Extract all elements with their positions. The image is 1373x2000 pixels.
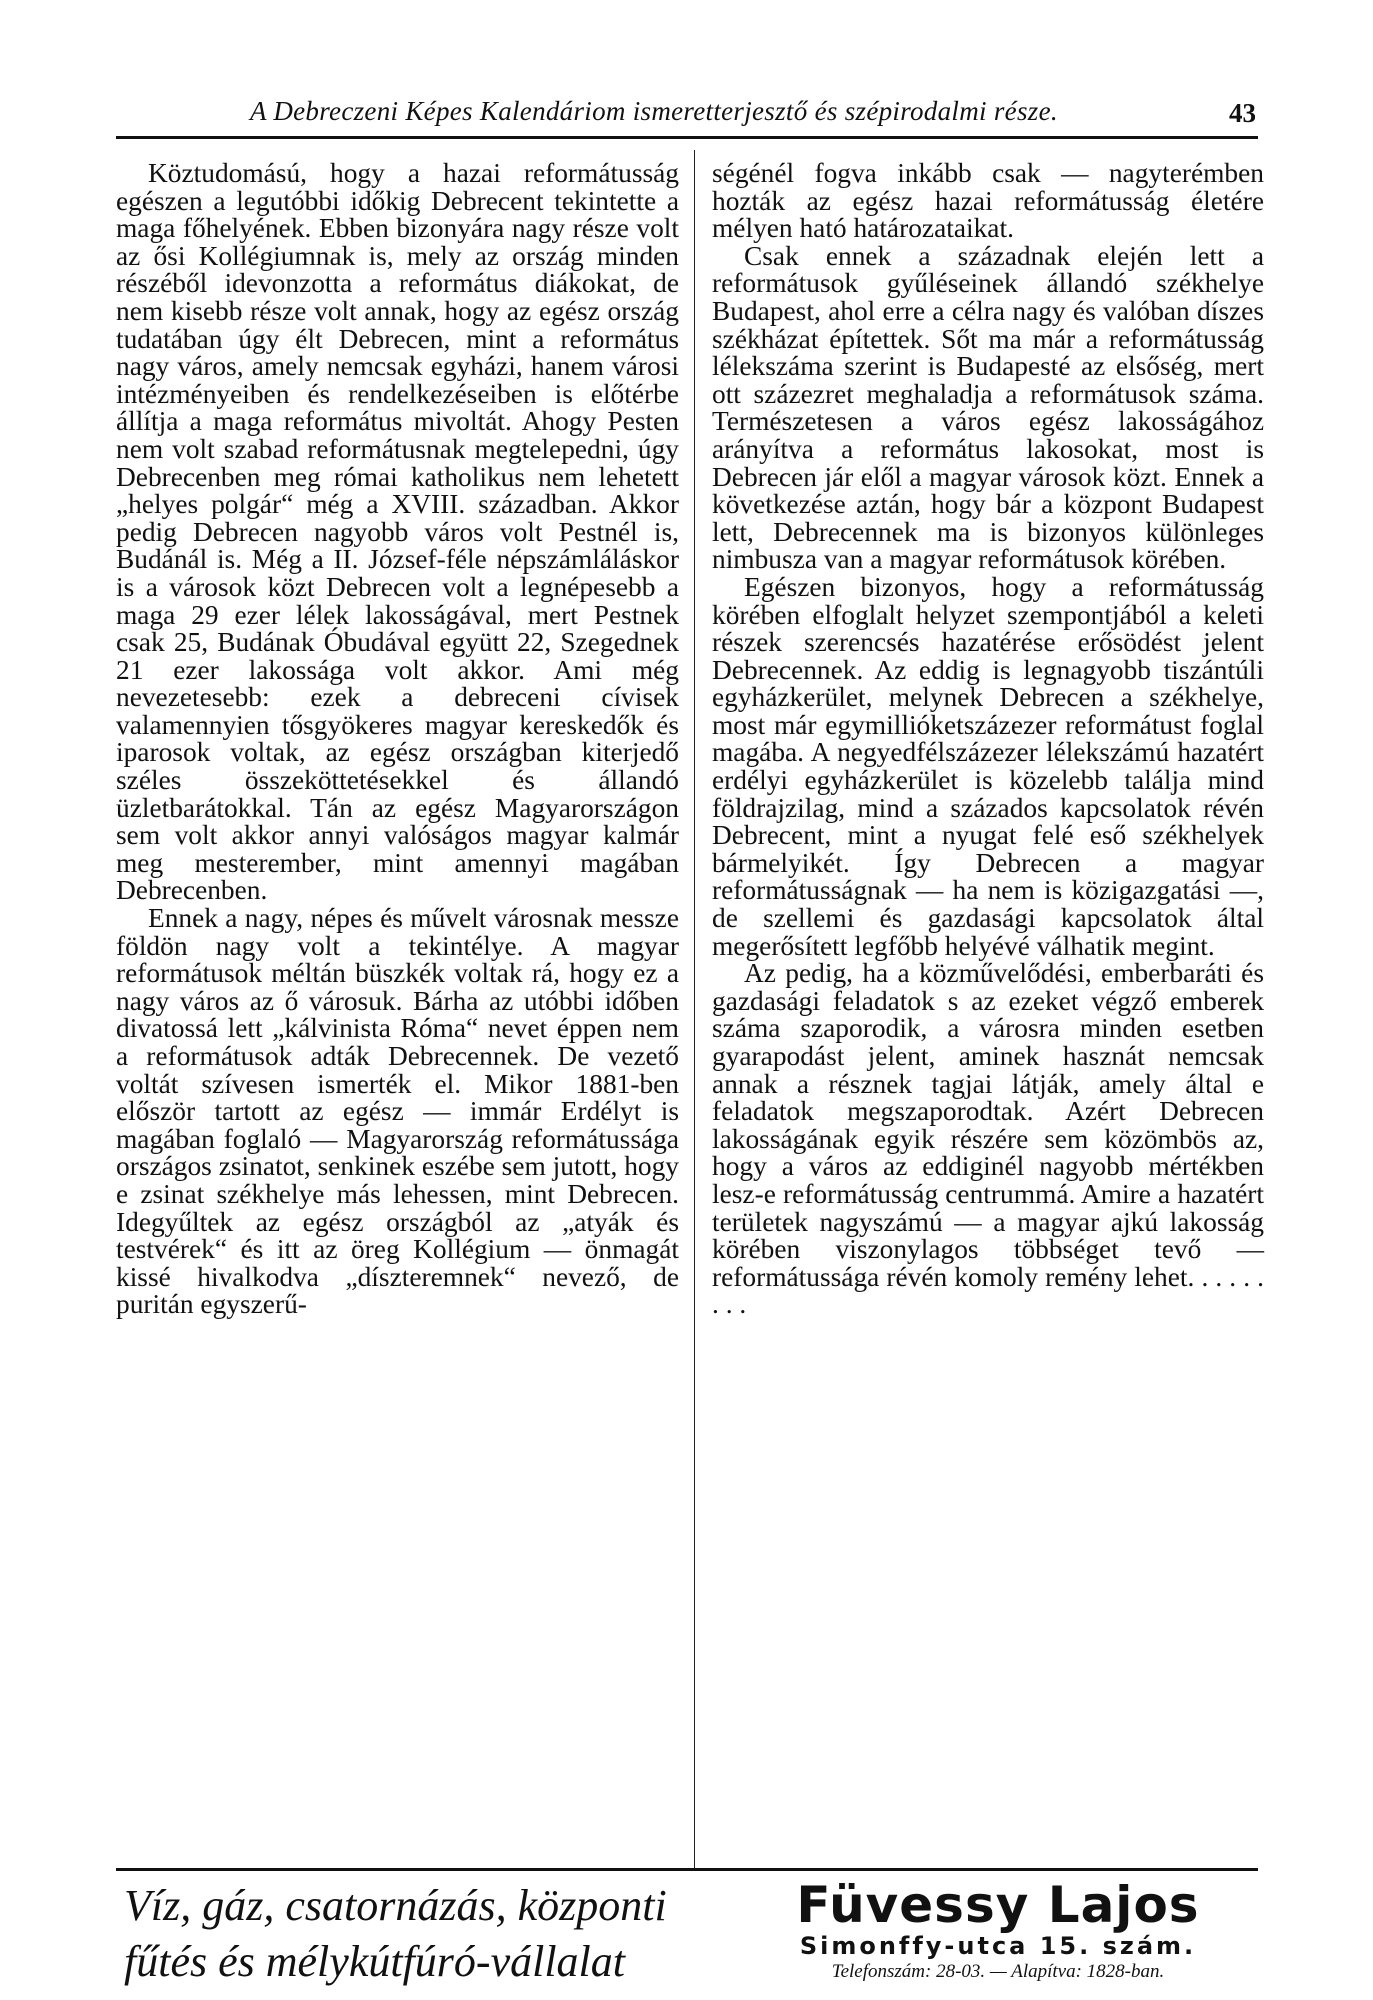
column-divider [694,150,695,1868]
left-paragraph-2: Ennek a nagy, népes és művelt városnak messze földön nagy volt a tekintélye. A magyar reformátusok méltán büszkék voltak rá, hogy ez a nagy város az ő városuk. Bárha az utóbbi időben divatossá lett „kálvinista Róma“ nevet éppen nem a reformátusok adták Debrecennek. De vezető voltát szívesen ismerték el. Mikor 1881-ben először tartott az egész — immár Erdélyt is magában foglaló — Magyarország reformátussága országos zsinatot, senkinek eszébe sem jutott, hogy e zsinat székhelye más lehessen, mint Debrecen. Idegyűltek az egész országból az „atyák és testvérek“ és itt az öreg Kollégium — önmagát kissé hivalkodva „díszteremnek“ nevező, de puritán egyszerű- [116,903,679,1320]
page-header [116,92,1258,139]
right-paragraph-4: Az pedig, ha a közművelődési, emberbaráti és gazdasági feladatok s az ezeket végző emberek száma szaporodik, a városra minden esetben gyarapodást jelent, aminek hasznát nemcsak annak a résznek tagjai látják, amely által e feladatok megszaporodtak. Azért Debrecen lakosságának egyik részére sem közömbös az, hogy a város az eddiginél nagyobb mértékben lesz-e reformátusság centrummá. Amire a hazatért területek nagyszámú — a magyar ajkú lakosság körében viszonylagos többséget tevő — reformátussága révén komoly remény lehet. . . . . . . . . [712,958,1264,1320]
footer-rule [116,1868,1258,1871]
ad-company [738,1878,1258,1984]
right-column [712,160,1264,1319]
right-paragraph-3: Egészen bizonyos, hogy a reformátusság körében elfoglalt helyzet szempontjából a keleti részek szerencsés hazatérése erősödést jelent Debrecennek. Az eddig is legnagyobb tiszántúli egyházkerület, melynek Debrecen a székhelye, most már egymillióketszázezer reformátust foglal magába. A negyedfélszázezer lélekszámú hazatért erdélyi egyházkerület is közelebb találja mind földrajzilag, mind a százados kapcsolatok révén Debrecent, mint a nyugat felé eső székhelyek bármelyikét. Így Debrecen a magyar reformátusságnak — ha nem is közigazgatási —, de szellemi és gazdasági kapcsolatok által megerősített legfőbb helyévé válhatik megint. [712,571,1264,961]
right-paragraph-2: Csak ennek a századnak elején lett a reformátusok gyűléseinek állandó székhelye Budapest, ahol erre a célra nagy és valóban díszes székházat építettek. Sőt ma már a reformátusság lélekszáma szerint is Budapesté az elsőség, mert ott százezret meghaladja a reformátusok száma. Természetesen a város egész lakosságához arányítva a református lakosokat, most is Debrecen jár elől a magyar városok közt. Ennek a következése aztán, hogy bár a központ Budapest lett, Debrecennek ma is bizonyos különleges nimbusza van a magyar reformátusok körében. [712,240,1264,575]
ad-phone-founded: Telefonszám: 28-03. — Alapítva: 1828-ban. [831,1961,1165,1982]
ad-services-line-1: Víz, gáz, csatornázás, központi [124,1881,667,1930]
ad-services-line-2: fűtés és mélykútfúró-vállalat [124,1937,625,1986]
advertisement [116,1878,1258,1988]
left-paragraph-1: Köztudomású, hogy a hazai reformátusság egészen a legutóbbi időkig Debrecent tekintette a maga főhelyének. Ebben bizonyára nagy része volt az ősi Kollégiumnak is, mely az ország minden részéből idevonzotta a református diákokat, de nem kisebb része volt annak, hogy az egész ország tudatában úgy élt Debrecen, mint a református nagy város, amely nemcsak egyházi, hanem városi intézményeiben és rendelkezéseiben is előtérbe állítja a maga református mivoltát. Ahogy Pesten nem volt szabad reformátusnak megtelepedni, úgy Debrecenben meg római katholikus nem lehetett „helyes polgár“ még a XVIII. században. Akkor pedig Debrecen nagyobb város volt Pestnél is, Budánál is. Még a II. József-féle népszámláláskor is a városok közt Debrecen volt a legnépesebb a maga 29 ezer lélek lakosságával, mert Pestnek csak 25, Budának Óbudával együtt 22, Szegednek 21 ezer lakossága volt akkor. Ami még nevezetesebb: ezek a debreceni cívisek valamennyien tősgyökeres magyar kereskedők és iparosok voltak, az egész országban kiterjedő széles összeköttetésekkel és állandó üzletbarátokkal. Tán az egész Magyarországon sem volt akkor annyi valóságos magyar kalmár meg mesterember, mint amennyi magában Debrecenben. [116,158,679,906]
left-column [116,160,679,1319]
page-number: 43 [1229,98,1256,128]
ad-services [124,1878,744,1990]
running-title: A Debreczeni Képes Kalendáriom ismeretterjesztő és szépirodalmi része. [250,96,1058,126]
ad-company-name: Füvessy Lajos [796,1876,1200,1934]
right-paragraph-1: ségénél fogva inkább csak — nagyterémben hozták az egész hazai reformátusság életére mélyen ható határozataikat. [712,158,1264,244]
ad-address: Simonffy-utca 15. szám. [799,1932,1197,1960]
